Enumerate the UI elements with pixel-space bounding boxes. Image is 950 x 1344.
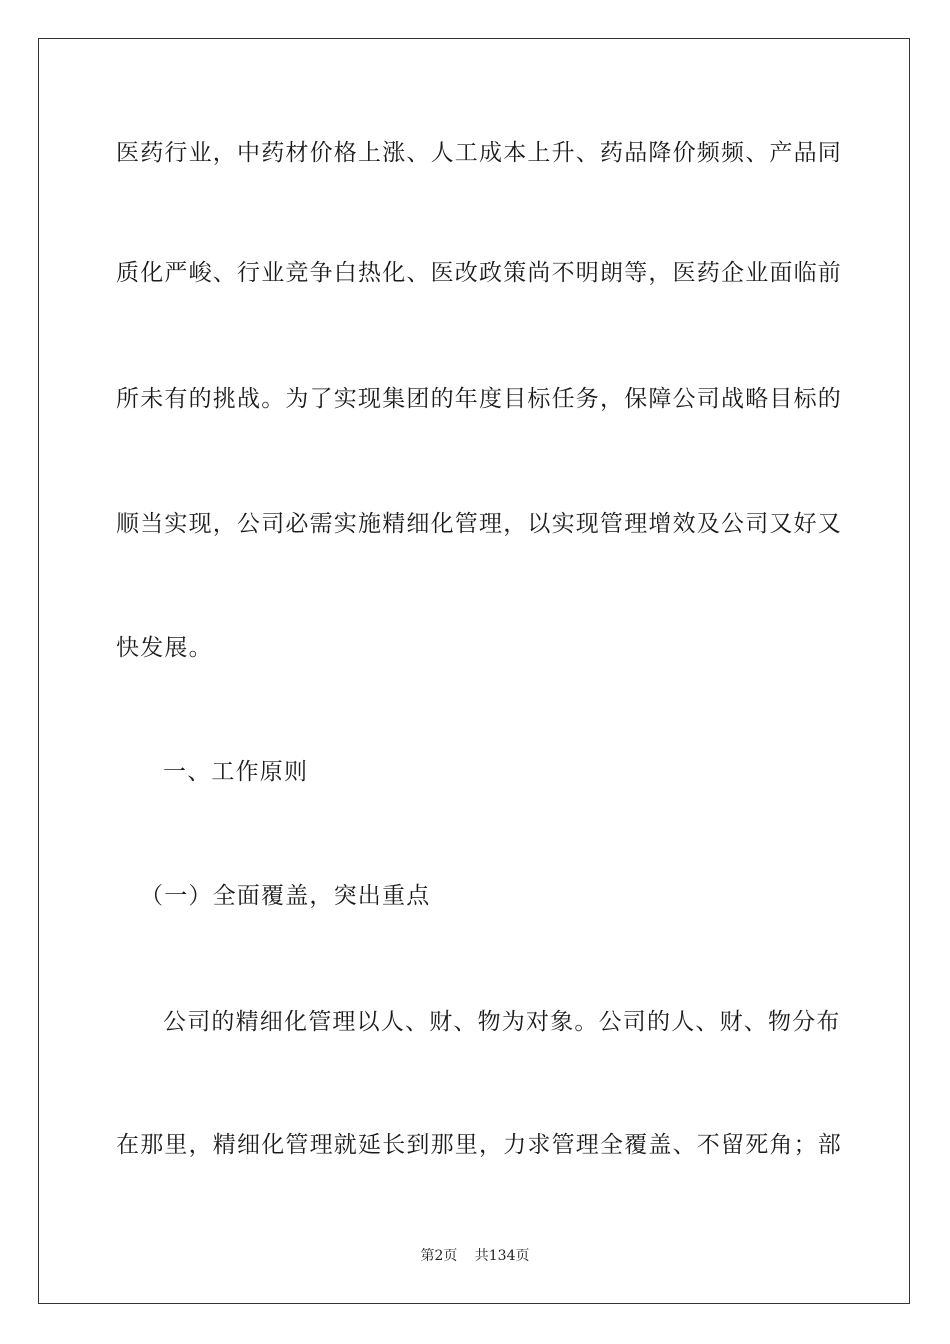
paragraph-line: 公司的精细化管理以人、财、物为对象。公司的人、财、物分布 <box>163 1009 841 1035</box>
paragraph-line: 快发展。 <box>116 635 213 661</box>
paragraph-line: 所未有的挑战。为了实现集团的年度目标任务，保障公司战略目标的 <box>116 386 842 412</box>
paragraph-line: 医药行业，中药材价格上涨、人工成本上升、药品降价频频、产品同 <box>116 140 842 166</box>
section-heading: 一、工作原则 <box>163 759 309 785</box>
paragraph-line: 质化严峻、行业竞争白热化、医改政策尚不明朗等，医药企业面临前 <box>116 260 842 286</box>
subsection-heading: （一）全面覆盖，突出重点 <box>140 883 431 909</box>
page-number-current: 第2页 <box>420 1248 458 1264</box>
page-border <box>38 38 910 1304</box>
page-footer <box>0 1247 950 1265</box>
paragraph-line: 在那里，精细化管理就延长到那里，力求管理全覆盖、不留死角；部 <box>116 1132 842 1158</box>
page-number-total: 共134页 <box>474 1248 530 1264</box>
paragraph-line: 顺当实现，公司必需实施精细化管理，以实现管理增效及公司又好又 <box>116 511 842 537</box>
